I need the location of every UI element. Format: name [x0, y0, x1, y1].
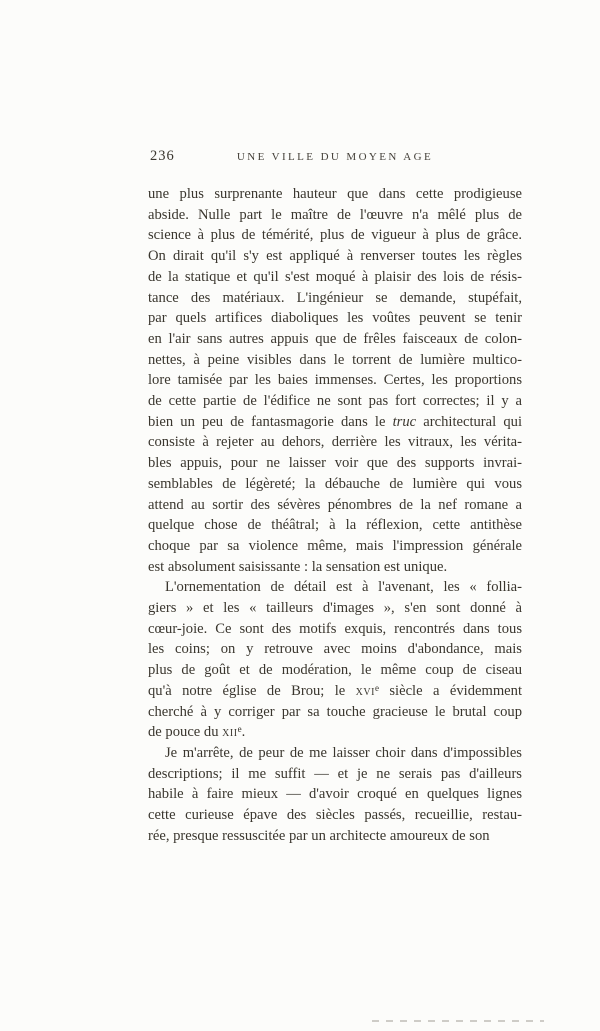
text-line: cherché à y corriger par sa touche gracieuse le brutal coup: [148, 703, 522, 720]
text-line: semblables de légèreté; la débauche de lumière qui vous: [148, 475, 522, 492]
text-line: lore tamisée par les baies immenses. Certes, les proportions: [148, 372, 522, 389]
text-line: de la statique et qu'il s'est moqué à plaisir des lois de résis-: [148, 268, 522, 285]
text-line: consiste à rejeter au dehors, derrière les vitraux, les vérita-: [148, 434, 522, 451]
scan-artifact: [372, 1020, 544, 1022]
text-line: Je m'arrête, de peur de me laisser choir dans d'impossibles: [165, 744, 522, 761]
page-header: [148, 147, 522, 167]
text-line: est absolument saisissante : la sensation est unique.: [148, 558, 448, 575]
running-title: UNE VILLE DU MOYEN AGE: [236, 151, 434, 163]
text-line: tance des matériaux. L'ingénieur se demande, stupéfait,: [148, 289, 522, 306]
text-line: de pouce du xii$^e$.: [148, 724, 246, 741]
text-line: L'ornementation de détail est à l'avenant, les « follia-: [165, 579, 522, 596]
paragraph-2: [148, 577, 522, 743]
text-line: science à plus de témérité, plus de vigueur à plus de grâce.: [148, 227, 522, 244]
text-line: rée, presque ressuscitée par un architecte amoureux de son: [148, 827, 490, 844]
text-line: bles appuis, pour ne laisser voir que des supports invrai-: [148, 455, 522, 472]
text-line: quelque chose de théâtral; à la réflexion, cette antithèse: [148, 517, 522, 534]
text-line: les coins; on y retrouve avec moins d'abondance, mais: [148, 641, 522, 658]
text-line: de cette partie de l'édifice ne sont pas fort correctes; il y a: [148, 393, 522, 410]
paragraph-3: [148, 743, 522, 847]
text-line: cette curieuse épave des siècles passés, recueillie, restau-: [148, 807, 522, 824]
text-line: giers » et les « tailleurs d'images », s'en sont donné à: [148, 600, 522, 617]
text-line: cœur-joie. Ce sont des motifs exquis, rencontrés dans tous: [148, 620, 522, 637]
text-block: [148, 184, 522, 847]
text-line: par quels artifices diaboliques les voûtes peuvent se tenir: [148, 310, 522, 327]
text-line: bien un peu de fantasmagorie dans le truc architectural qui: [148, 413, 523, 430]
page-number: 236: [150, 148, 175, 164]
paragraph-1: [148, 184, 522, 577]
text-line: choque par sa violence même, mais l'impression générale: [148, 537, 522, 554]
text-line: en l'air sans autres appuis que de frêles faisceaux de colon-: [148, 330, 522, 347]
text-line: plus de goût et de modération, le même coup de ciseau: [148, 662, 522, 679]
text-line: attend au sortir des sévères pénombres de la nef romane a: [148, 496, 522, 513]
text-line: On dirait qu'il s'y est appliqué à renverser toutes les règles: [148, 248, 522, 265]
text-line: une plus surprenante hauteur que dans cette prodigieuse: [148, 186, 522, 202]
text-line: nettes, à peine visibles dans le torrent de lumière multico-: [148, 351, 522, 368]
text-line: habile à faire mieux — d'avoir croqué en quelques lignes: [148, 786, 522, 803]
text-line: qu'à notre église de Brou; le xvi$^e$ siècle a évidemment: [148, 682, 522, 699]
text-line: descriptions; il me suffit — et je ne serais pas d'ailleurs: [148, 765, 522, 782]
text-line: abside. Nulle part le maître de l'œuvre n'a mêlé plus de: [148, 206, 522, 223]
